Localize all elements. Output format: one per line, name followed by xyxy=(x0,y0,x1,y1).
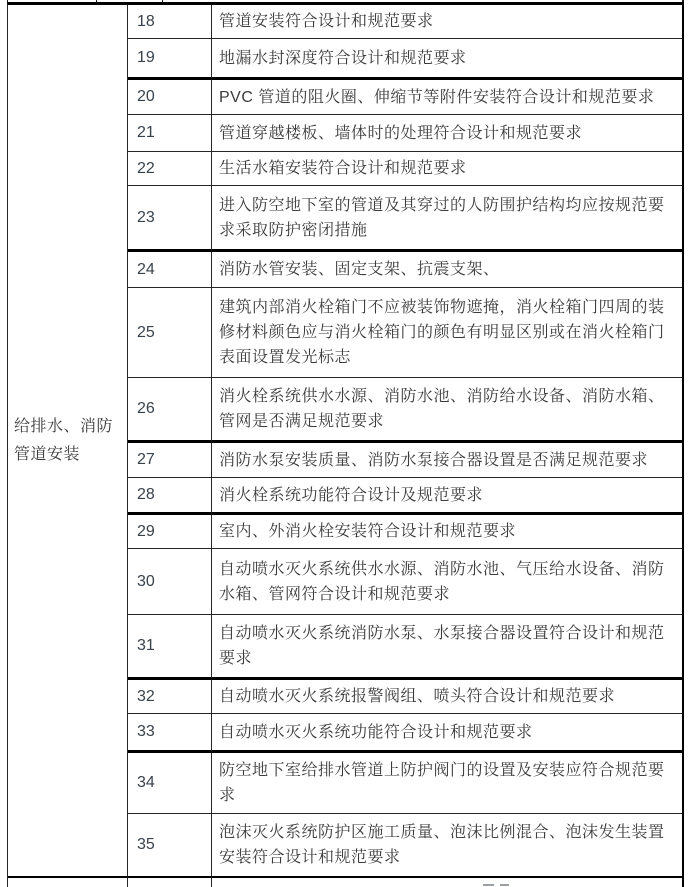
row-number-cell: 33 xyxy=(128,714,212,753)
row-number-cell: 35 xyxy=(128,814,212,878)
section-label: 给排水、消防管道安装 xyxy=(14,417,114,463)
row-number-cell: 30 xyxy=(128,549,212,615)
row-text-cell: 地漏水封深度符合设计和规范要求 xyxy=(212,39,682,80)
row-text-cell: 生活水箱安装符合设计和规范要求 xyxy=(212,152,682,186)
row-text-cell: 自动喷水灭火系统报警阀组、喷头符合设计和规范要求 xyxy=(212,680,682,714)
row-number-cell xyxy=(128,878,212,887)
row-number-cell: 25 xyxy=(128,288,212,378)
row-text-cell: 防空地下室给排水管道上防护阀门的设置及安装应符合规范要求 xyxy=(212,753,682,814)
row-text-cell: 自动喷水灭火系统功能符合设计和规范要求 xyxy=(212,714,682,753)
row-number-cell: 29 xyxy=(128,515,212,549)
row-number-cell: 23 xyxy=(128,186,212,252)
row-number-cell: 31 xyxy=(128,615,212,680)
row-number-cell: 32 xyxy=(128,680,212,714)
row-number-cell: 21 xyxy=(128,115,212,152)
row-text-cell: 管道穿越楼板、墙体时的处理符合设计和规范要求 xyxy=(212,115,682,152)
row-number-cell: 22 xyxy=(128,152,212,186)
next-section-label-cell xyxy=(8,878,128,887)
row-number-cell: 28 xyxy=(128,478,212,515)
row-number-cell: 24 xyxy=(128,252,212,288)
row-text-cell: 消防水泵安装质量、消防水泵接合器设置是否满足规范要求 xyxy=(212,443,682,478)
row-number-cell: 34 xyxy=(128,753,212,814)
section-label-cell xyxy=(8,5,128,878)
row-text-cell: 泡沫灭火系统防护区施工质量、泡沫比例混合、泡沫发生装置安装符合设计和规范要求 xyxy=(212,814,682,878)
row-number-cell: 27 xyxy=(128,443,212,478)
clipped-text-fragment xyxy=(500,884,509,886)
row-text-cell: 建筑内部消火栓箱门不应被装饰物遮掩，消火栓箱门四周的装修材料颜色应与消火栓箱门的颜色有明显区别或在消火栓箱门表面设置发光标志 xyxy=(212,288,682,378)
row-text-cell: 自动喷水灭火系统供水水源、消防水池、气压给水设备、消防水箱、管网符合设计和规范要求 xyxy=(212,549,682,615)
row-text-cell: 消火栓系统功能符合设计及规范要求 xyxy=(212,478,682,515)
row-text-cell: PVC 管道的阻火圈、伸缩节等附件安装符合设计和规范要求 xyxy=(212,80,682,115)
row-text-cell: 消火栓系统供水水源、消防水池、消防给水设备、消防水箱、管网是否满足规范要求 xyxy=(212,378,682,443)
row-text-cell: 室内、外消火栓安装符合设计和规范要求 xyxy=(212,515,682,549)
row-number-cell: 26 xyxy=(128,378,212,443)
clipped-text-fragment xyxy=(483,884,494,886)
inspection-checklist-table xyxy=(7,2,684,887)
row-text-cell: 消防水管安装、固定支架、抗震支架、 xyxy=(212,252,682,288)
row-text-cell: 自动喷水灭火系统消防水泵、水泵接合器设置符合设计和规范要求 xyxy=(212,615,682,680)
row-number-cell: 19 xyxy=(128,39,212,80)
row-text-cell: 进入防空地下室的管道及其穿过的人防围护结构均应按规范要求采取防护密闭措施 xyxy=(212,186,682,252)
row-number-cell: 20 xyxy=(128,80,212,115)
row-text-cell xyxy=(212,878,682,887)
row-text-cell: 管道安装符合设计和规范要求 xyxy=(212,5,682,39)
row-number-cell: 18 xyxy=(128,5,212,39)
